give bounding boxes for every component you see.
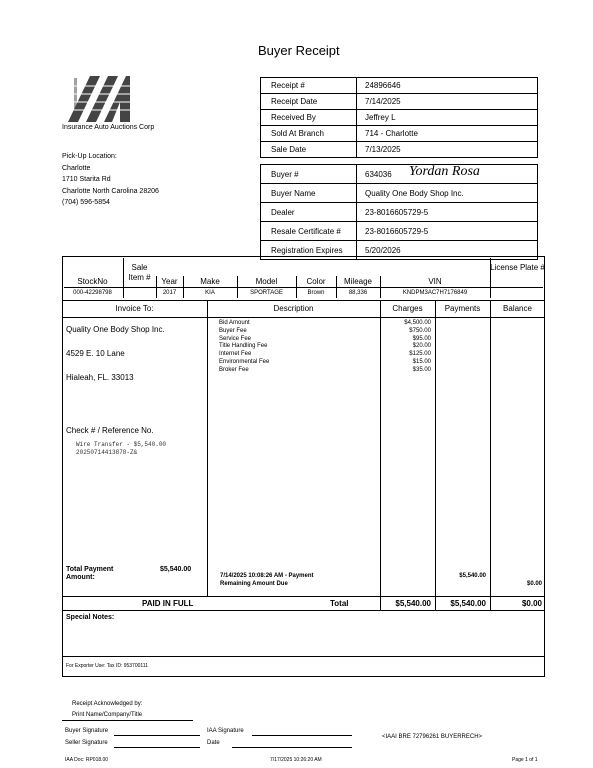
- line-item-charge: $750.00: [409, 327, 431, 334]
- line-item-charge: $4,500.00: [404, 320, 431, 326]
- handwritten-signature: Yordan Rosa: [409, 164, 480, 179]
- invoice-to-name: Quality One Body Shop Inc.: [66, 325, 165, 334]
- buyer-value: 5/20/2026: [357, 241, 538, 260]
- vehicle-year: 2017: [162, 290, 177, 296]
- col-mileage: Mileage: [343, 277, 372, 286]
- wire-transfer: [76, 441, 166, 457]
- receipt-label: Received By: [261, 110, 357, 126]
- buyer-label: Resale Certificate #: [261, 222, 357, 241]
- col-plate: License Plate #: [490, 263, 545, 272]
- charges-header: Charges: [392, 304, 423, 313]
- seller-signature-line: [114, 747, 200, 748]
- date-label: Date: [207, 740, 220, 746]
- ack-label: Receipt Acknowledged by:: [72, 701, 143, 707]
- total-payment-value: $5,540.00: [160, 566, 192, 573]
- invoice-to-street: 4529 E. 10 Lane: [66, 349, 125, 358]
- date-line: [232, 747, 352, 748]
- buyer-label: Buyer Name: [261, 184, 357, 203]
- buyer-value: Quality One Body Shop Inc.: [357, 184, 538, 203]
- exporter-line: For Exporter Use: Tax ID: 953700111: [66, 663, 148, 669]
- payment-line: 7/14/2025 10:08:26 AM - Payment: [220, 573, 314, 579]
- col-make: Make: [200, 277, 220, 286]
- pickup-location: [62, 151, 159, 209]
- vehicle-table: [62, 256, 545, 298]
- buyer-info-table: [260, 164, 538, 260]
- total-balance: $0.00: [521, 599, 542, 608]
- wire-line: Wire Transfer - $5,540.00: [76, 441, 167, 448]
- paid-in-full: PAID IN FULL: [142, 599, 194, 608]
- line-item-desc: Internet Fee: [219, 351, 252, 358]
- buyer-value: 23-8016605729-5: [357, 203, 538, 222]
- payment-amount: $5,540.00: [459, 573, 486, 579]
- check-reference-label: Check # / Reference No.: [66, 426, 154, 435]
- buyer-label: Registration Expires: [261, 241, 357, 260]
- line-item-descriptions: [219, 320, 269, 375]
- buyer-label: Buyer #: [261, 165, 357, 184]
- col-color: Color: [306, 277, 326, 286]
- line-item-charge: $20.00: [412, 343, 431, 350]
- col-model: Model: [255, 277, 278, 286]
- company-name: Insurance Auto Auctions Corp: [62, 124, 155, 131]
- page-title: Buyer Receipt: [258, 43, 340, 58]
- invoice-to-city: Hialeah, FL. 33013: [66, 373, 134, 382]
- receipt-label: Sale Date: [261, 142, 357, 158]
- print-name-label: Print Name/Company/Title: [72, 712, 143, 718]
- buyer-value: 634036: [365, 169, 392, 179]
- wire-line: 20250714413878-Z&: [76, 449, 138, 456]
- iaa-signature-line: [252, 735, 352, 736]
- doc-code: IAA Doc: RP018.00: [65, 757, 109, 763]
- seller-signature-label: Seller Signature: [65, 740, 108, 746]
- total-charges: $5,540.00: [395, 599, 431, 608]
- pickup-line: 1710 Starita Rd: [62, 176, 111, 183]
- pickup-line: Charlotte: [62, 164, 91, 172]
- remaining-value: $0.00: [526, 581, 542, 587]
- receipt-value: 714 - Charlotte: [357, 126, 538, 142]
- receipt-label: Sold At Branch: [261, 126, 357, 142]
- description-header: Description: [273, 304, 314, 313]
- receipt-value: Jeffrey L: [357, 110, 538, 126]
- payments-header: Payments: [444, 304, 481, 313]
- iaa-signature-label: IAA Signature: [207, 728, 244, 734]
- pickup-line: Charlotte North Carolina 28206: [62, 187, 159, 195]
- receipt-value: 7/14/2025: [357, 94, 538, 110]
- total-payment-label: Total Payment Amount:: [66, 566, 114, 581]
- line-item-desc: Environmental Fee: [219, 358, 270, 365]
- col-sale-item: Sale Item #: [128, 263, 151, 282]
- exporter-box: [62, 657, 545, 677]
- print-timestamp: 7/17/2025 10:26:20 AM: [270, 757, 322, 763]
- receipt-value: 7/13/2025: [357, 142, 538, 158]
- receipt-label: Receipt #: [261, 78, 357, 94]
- vehicle-vin: KNDPM3AC7H7176849: [402, 290, 468, 296]
- page-number: Page 1 of 1: [512, 757, 538, 763]
- vehicle-stockno: 000-42298798: [73, 290, 112, 296]
- line-item-desc: Broker Fee: [219, 366, 249, 373]
- invoice-section: [62, 298, 545, 618]
- balance-header: Balance: [503, 304, 532, 313]
- pickup-line: (704) 596-5854: [62, 199, 110, 206]
- vehicle-color: Brown: [307, 290, 325, 296]
- line-item-charges: [380, 320, 431, 375]
- total-payments: $5,540.00: [450, 599, 486, 608]
- line-item-charge: $35.00: [412, 366, 431, 373]
- reference-code: <IAAI BRE 72796261 BUYERRECH>: [382, 734, 483, 740]
- line-item-desc: Service Fee: [219, 335, 252, 342]
- line-item-desc: Title Handling Fee: [219, 343, 268, 350]
- total-label: Total: [330, 599, 349, 608]
- vehicle-make: KIA: [205, 290, 215, 296]
- receipt-info-table: [260, 77, 538, 158]
- buyer-signature-label: Buyer Signature: [65, 728, 109, 734]
- line-item-charge: $95.00: [412, 335, 431, 342]
- line-item-desc: Buyer Fee: [219, 327, 247, 334]
- buyer-signature-line: [114, 735, 200, 736]
- vehicle-model: SPORTAGE: [250, 290, 283, 296]
- receipt-label: Receipt Date: [261, 94, 357, 110]
- print-name-line: [62, 720, 193, 721]
- line-item-charge: $125.00: [409, 351, 431, 358]
- receipt-value: 24896646: [357, 78, 538, 94]
- remaining-label: Remaining Amount Due: [220, 581, 288, 587]
- special-notes-label: Special Notes:: [66, 614, 115, 621]
- col-stockno: StockNo: [77, 277, 108, 286]
- vehicle-mileage: 88,336: [348, 290, 368, 296]
- invoice-to-header: Invoice To:: [115, 304, 154, 313]
- line-item-charge: $15.00: [412, 358, 431, 365]
- iaa-logo: [66, 72, 140, 129]
- col-vin: VIN: [428, 277, 442, 286]
- buyer-label: Dealer: [261, 203, 357, 222]
- pickup-label: Pick-Up Location:: [62, 153, 117, 160]
- col-year: Year: [161, 277, 178, 286]
- line-item-desc: Bid Amount: [219, 320, 250, 326]
- buyer-value: 23-8016605729-5: [357, 222, 538, 241]
